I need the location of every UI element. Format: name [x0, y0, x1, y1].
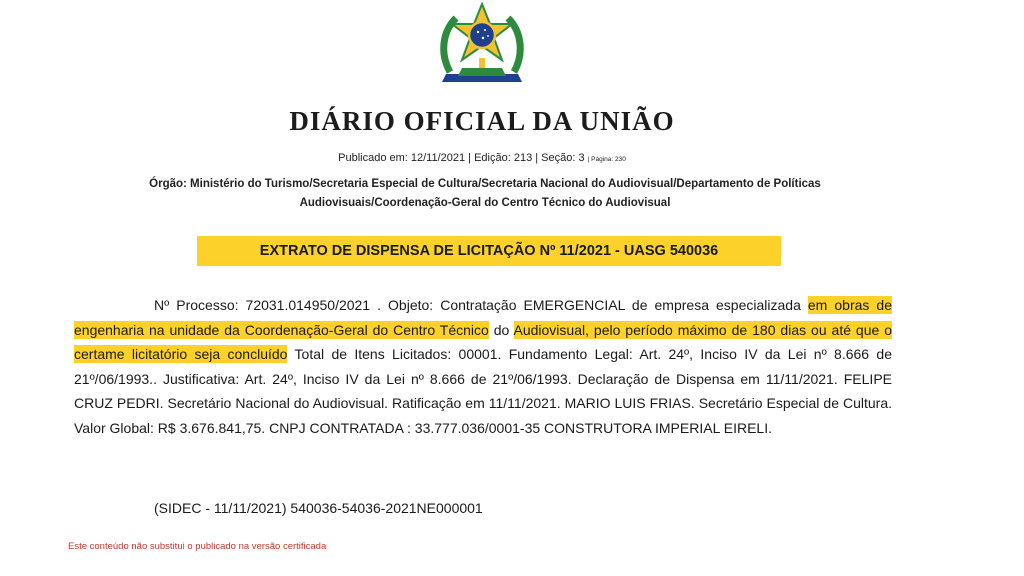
publication-title: DIÁRIO OFICIAL DA UNIÃO — [289, 106, 675, 136]
extrato-heading: EXTRATO DE DISPENSA DE LICITAÇÃO Nº 11/2021 - UASG 540036 — [197, 236, 781, 266]
disclaimer-note: Este conteúdo não substitui o publicado na versão certificada — [68, 541, 327, 552]
orgao-line-2: Audiovisuais/Coordenação-Geral do Centro Técnico do Audiovisual — [299, 197, 671, 209]
body-part-2: do — [493, 321, 510, 338]
brazil-coat-of-arms-icon — [436, 2, 528, 86]
highlight-2: Audiovisual, pelo período máximo de 180 dias ou até que o certame licitatório seja concluído — [74, 321, 892, 363]
extrato-body — [74, 293, 892, 441]
sidec-reference: (SIDEC - 11/11/2021) 540036-54036-2021NE000001 — [154, 500, 483, 516]
page-number: | Página: 230 — [587, 156, 626, 163]
publication-info — [0, 152, 964, 164]
orgao-line-1: Órgão: Ministério do Turismo/Secretaria Especial de Cultura/Secretaria Nacional do Audiovisual/Departamento de Políticas — [149, 178, 821, 190]
body-part-1: Nº Processo: 72031.014950/2021 . Objeto: Contratação EMERGENCIAL de empresa especializada — [154, 297, 801, 313]
publication-details: Publicado em: 12/11/2021 | Edição: 213 | Seção: 3 — [338, 152, 585, 164]
highlight-1: em obras de engenharia na unidade da Coordenação-Geral do Centro Técnico — [74, 297, 892, 338]
orgao-text — [60, 175, 910, 213]
body-part-3: Total de Itens Licitados: 00001. Fundamento Legal: Art. 24º, Inciso IV da Lei nº 8.666 de 21º/06/1993.. Justificativa: Art. 24º, Inciso IV da Lei nº 8.666 de 21º/06/1993. Declaração de Dispensa em 11/11/2021. FELIPE CRUZ PEDRI. Secretário Nacional do Audiovisual. Ratificação em 11/11/2021. MARIO LUIS FRIAS. Secretário Especial de Cultura. Valor Global: R$ 3.676.841,75. CNPJ CONTRATADA : 33.777.036/0001-35 CONSTRUTORA IMPERIAL EIRELI. — [74, 346, 892, 436]
